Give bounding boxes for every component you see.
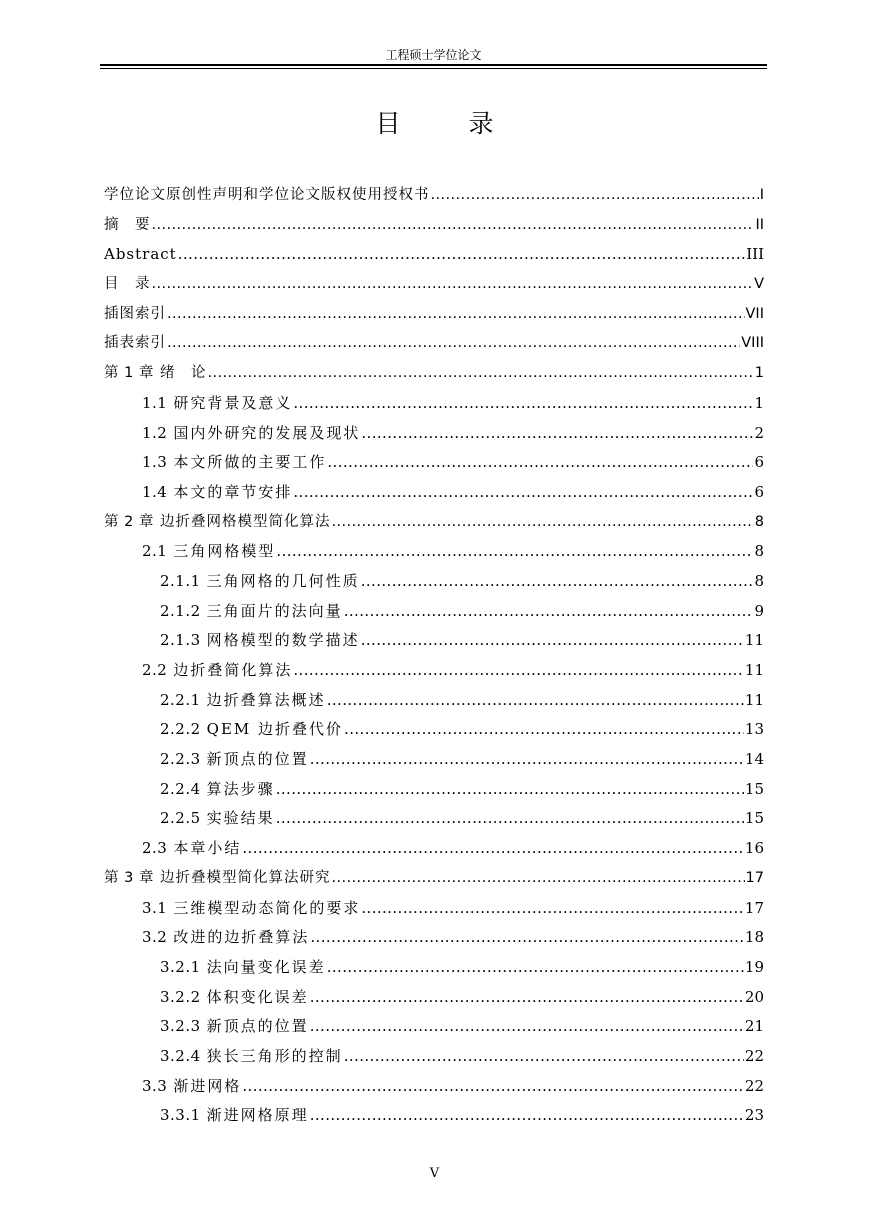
toc-entry[interactable] <box>104 1012 764 1042</box>
toc-entry-title: 渐进网格 <box>173 1076 242 1095</box>
toc-entry-title: 新顶点的位置 <box>206 750 309 769</box>
toc-entry[interactable] <box>104 953 764 983</box>
toc-entry-number: 2.2.3 <box>160 750 201 769</box>
dot-leader <box>310 983 744 1013</box>
toc-entry-number: 2.1.1 <box>160 571 201 590</box>
toc-entry[interactable] <box>104 389 764 419</box>
toc-entry-title: 学位论文原创性声明和学位论文版权使用授权书 <box>104 187 430 203</box>
toc-entry[interactable] <box>104 567 764 597</box>
toc-entry-number: 3.1 <box>142 898 168 917</box>
toc-entry[interactable] <box>104 1101 764 1131</box>
toc-entry-number: 第 2 章 <box>104 513 154 530</box>
dot-leader <box>361 419 753 449</box>
dot-leader <box>327 686 744 716</box>
toc-entry-page: 16 <box>744 839 764 858</box>
toc-entry-title: 目 录 <box>104 276 151 293</box>
dot-leader <box>167 329 740 359</box>
toc-entry[interactable] <box>104 240 764 270</box>
dot-leader <box>242 834 744 864</box>
toc-entry[interactable] <box>104 983 764 1013</box>
toc-entry-page: V <box>754 276 764 293</box>
dot-leader <box>310 1012 744 1042</box>
dot-leader <box>152 270 754 300</box>
toc-entry-page: III <box>746 245 764 264</box>
toc-entry-title: Abstract <box>104 245 177 264</box>
toc-entry-page: 2 <box>754 423 764 442</box>
toc-entry-title: 法向量变化误差 <box>206 957 326 976</box>
toc-entry-title: 边折叠算法概述 <box>206 690 326 709</box>
toc-entry-title: QEM 边折叠代价 <box>206 720 344 739</box>
dot-leader <box>276 537 753 567</box>
toc-entry-title: 插表索引 <box>104 335 166 352</box>
toc-entry-page: 9 <box>754 601 764 620</box>
running-header: 工程硕士学位论文 <box>385 48 482 62</box>
toc-entry-title: 插图索引 <box>104 305 166 322</box>
toc-entry-number: 3.2.2 <box>160 987 201 1006</box>
toc-entry-title: 三角面片的法向量 <box>206 601 343 620</box>
toc-entry-number: 2.1.2 <box>160 601 201 620</box>
toc-entry-title: 三维模型动态简化的要求 <box>173 898 361 917</box>
toc-entry-number: 2.1.3 <box>160 631 201 650</box>
toc-entry[interactable] <box>104 359 764 389</box>
toc-entry-page: 22 <box>744 1046 764 1065</box>
toc-entry-number: 3.2.4 <box>160 1046 201 1065</box>
toc-entry[interactable] <box>104 686 764 716</box>
toc-entry-title: 研究背景及意义 <box>173 393 293 412</box>
toc-entry-number: 3.3 <box>142 1076 168 1095</box>
dot-leader <box>344 1042 744 1072</box>
toc-entry-title: 网格模型的数学描述 <box>206 631 360 650</box>
toc-entry-page: 15 <box>744 779 764 798</box>
header-rule <box>100 64 767 66</box>
toc-entry-page: 22 <box>744 1076 764 1095</box>
toc-entry-title: 渐进网格原理 <box>206 1106 309 1125</box>
dot-leader <box>310 923 744 953</box>
toc-entry-page: II <box>755 216 764 233</box>
dot-leader <box>293 478 753 508</box>
toc-entry[interactable] <box>104 894 764 924</box>
toc-entry[interactable] <box>104 1072 764 1102</box>
toc-entry-number: 1.3 <box>142 453 168 472</box>
table-of-contents <box>104 181 764 1131</box>
toc-entry[interactable] <box>104 923 764 953</box>
toc-entry[interactable] <box>104 864 764 894</box>
toc-entry-page: 6 <box>754 453 764 472</box>
dot-leader <box>344 597 754 627</box>
toc-entry[interactable] <box>104 300 764 330</box>
dot-leader <box>331 508 753 538</box>
toc-entry-page: 11 <box>744 690 764 709</box>
toc-entry-number: 2.1 <box>142 542 168 561</box>
toc-entry-page: 18 <box>744 928 764 947</box>
dot-leader <box>361 626 744 656</box>
toc-entry-page: 17 <box>745 869 764 886</box>
dot-leader <box>293 389 753 419</box>
toc-entry-page: I <box>759 187 764 203</box>
toc-entry[interactable] <box>104 448 764 478</box>
dot-leader <box>276 775 744 805</box>
toc-entry-number: 3.2.1 <box>160 957 201 976</box>
toc-entry-title: 边折叠简化算法 <box>173 661 293 679</box>
toc-entry-page: 23 <box>744 1106 764 1125</box>
toc-entry[interactable] <box>104 715 764 745</box>
toc-entry-number: 2.2.4 <box>160 779 201 798</box>
toc-entry-page: 14 <box>744 750 764 769</box>
toc-entry[interactable] <box>104 626 764 656</box>
toc-entry-title: 算法步骤 <box>206 779 275 798</box>
toc-entry-number: 2.2.1 <box>160 690 201 709</box>
toc-entry-title: 实验结果 <box>206 809 275 828</box>
dot-leader <box>310 1101 744 1131</box>
toc-entry[interactable] <box>104 804 764 834</box>
dot-leader <box>327 953 744 983</box>
toc-entry-number: 2.2 <box>142 661 168 679</box>
toc-entry-page: VIII <box>741 335 764 352</box>
dot-leader <box>327 448 753 478</box>
toc-entry-page: 21 <box>744 1017 764 1036</box>
toc-entry-number: 3.3.1 <box>160 1106 201 1125</box>
toc-entry-page: 15 <box>744 809 764 828</box>
toc-entry-page: 1 <box>754 393 764 412</box>
toc-entry[interactable] <box>104 181 764 211</box>
toc-entry-page: 19 <box>744 957 764 976</box>
toc-entry-title: 狭长三角形的控制 <box>206 1046 343 1065</box>
toc-entry-title: 边折叠模型简化算法研究 <box>159 869 331 886</box>
toc-entry[interactable] <box>104 419 764 449</box>
toc-entry-title: 三角网格模型 <box>173 542 276 561</box>
toc-entry-page: 1 <box>754 365 764 382</box>
toc-entry-page: 13 <box>744 720 764 739</box>
toc-entry-number: 第 1 章 <box>104 365 154 382</box>
toc-entry-number: 第 3 章 <box>104 869 154 886</box>
toc-entry[interactable] <box>104 656 764 686</box>
dot-leader <box>361 567 754 597</box>
toc-entry-number: 3.2 <box>142 928 168 947</box>
toc-entry-page: 17 <box>744 898 764 917</box>
toc-entry[interactable] <box>104 270 764 300</box>
dot-leader <box>293 656 744 686</box>
dot-leader <box>310 745 744 775</box>
dot-leader <box>152 211 755 241</box>
toc-entry[interactable] <box>104 211 764 241</box>
toc-entry[interactable] <box>104 834 764 864</box>
toc-entry-number: 2.3 <box>142 839 168 858</box>
toc-entry-title: 绪 论 <box>159 365 207 382</box>
toc-entry-page: 20 <box>744 987 764 1006</box>
toc-entry-page: 6 <box>754 482 764 501</box>
dot-leader <box>207 359 753 389</box>
toc-entry-number: 2.2.5 <box>160 809 201 828</box>
toc-entry-title: 本文所做的主要工作 <box>173 453 327 472</box>
page-number: V <box>429 1166 440 1181</box>
toc-title: 目 录 <box>375 109 524 138</box>
toc-entry[interactable] <box>104 745 764 775</box>
toc-entry-number: 1.4 <box>142 482 168 501</box>
toc-entry-title: 摘 要 <box>104 216 151 233</box>
toc-entry[interactable] <box>104 508 764 538</box>
toc-entry-number: 2.2.2 <box>160 720 201 739</box>
toc-entry-title: 国内外研究的发展及现状 <box>173 423 361 442</box>
dot-leader <box>242 1072 744 1102</box>
toc-entry-number: 1.2 <box>142 423 168 442</box>
toc-entry-page: 11 <box>744 661 764 679</box>
dot-leader <box>331 864 744 894</box>
toc-entry-number: 1.1 <box>142 393 168 412</box>
toc-entry-title: 本文的章节安排 <box>173 482 293 501</box>
header-rule-thin <box>100 68 767 69</box>
toc-entry-page: 8 <box>754 513 764 530</box>
toc-entry-title: 改进的边折叠算法 <box>173 928 310 947</box>
toc-entry-page: 8 <box>754 571 764 590</box>
toc-entry-title: 体积变化误差 <box>206 987 309 1006</box>
toc-entry[interactable] <box>104 329 764 359</box>
toc-entry[interactable] <box>104 537 764 567</box>
toc-entry-title: 新顶点的位置 <box>206 1017 309 1036</box>
toc-entry-page: 11 <box>744 631 764 650</box>
dot-leader <box>361 894 744 924</box>
toc-entry-page: VII <box>745 305 764 322</box>
toc-entry[interactable] <box>104 597 764 627</box>
dot-leader <box>167 300 745 330</box>
dot-leader <box>344 715 744 745</box>
dot-leader <box>276 804 744 834</box>
dot-leader <box>431 181 759 211</box>
toc-entry-number: 3.2.3 <box>160 1017 201 1036</box>
toc-entry[interactable] <box>104 1042 764 1072</box>
toc-entry-title: 三角网格的几何性质 <box>206 571 360 590</box>
toc-entry[interactable] <box>104 775 764 805</box>
toc-entry-title: 本章小结 <box>173 839 242 858</box>
dot-leader <box>178 240 746 270</box>
toc-entry[interactable] <box>104 478 764 508</box>
toc-entry-title: 边折叠网格模型简化算法 <box>159 513 331 530</box>
toc-entry-page: 8 <box>754 542 764 561</box>
